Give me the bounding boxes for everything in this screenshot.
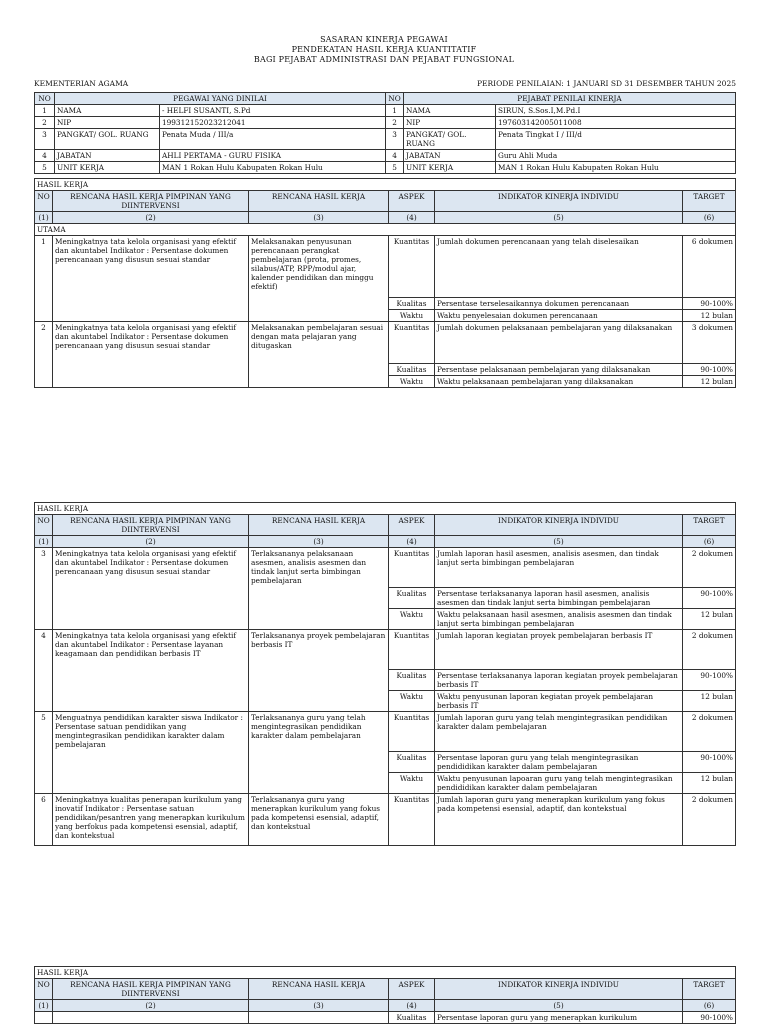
col-aspek: ASPEK (389, 191, 435, 212)
rhk-cell: Terlaksananya guru yang telah mengintegrasikan pendidikan karakter dalam pembelajaran (249, 712, 389, 794)
col-target: TARGET (683, 191, 736, 212)
rhk-pimpinan-cell: Meningkatnya tata kelola organisasi yang efektif dan akuntabel Indikator : Persentase layanan keagamaan dan pendidikan berbasis IT (53, 630, 249, 712)
doc-subtitle: PENDEKATAN HASIL KERJA KUANTITATIF (291, 45, 477, 54)
indikator-cell: Persentase terlaksananya laporan hasil asesmen, analisis asesmen dan tindak lanjut serta bimbingan pembelajaran (435, 588, 683, 609)
target-cell: 90-100% (683, 364, 736, 376)
aspek-cell: Kualitas (389, 588, 435, 609)
indikator-cell: Persentase pelaksanaan pembelajaran yang dilaksanakan (435, 364, 683, 376)
indikator-cell: Waktu pelaksanaan pembelajaran yang dilaksanakan (435, 376, 683, 388)
period-label: PERIODE PENILAIAN: 1 JANUARI SD 31 DESEMBER TAHUN 2025 (477, 79, 736, 88)
target-cell: 12 bulan (683, 609, 736, 630)
aspek-cell: Kualitas (389, 1012, 435, 1024)
col-indikator: INDIKATOR KINERJA INDIVIDU (435, 191, 683, 212)
info-cell: JABATAN (404, 150, 496, 162)
info-cell: 4 (386, 150, 404, 162)
info-cell: NIP (55, 117, 160, 129)
info-table (34, 92, 736, 174)
aspek-cell: Kualitas (389, 298, 435, 310)
indikator-cell: Persentase terselesaikannya dokumen perencanaan (435, 298, 683, 310)
rhk-pimpinan-cell (53, 1012, 249, 1024)
indikator-cell: Jumlah laporan guru yang menerapkan kurikulum yang fokus pada kompetensi esensial, adaptif, dan kontekstual (435, 794, 683, 846)
target-cell: 90-100% (683, 298, 736, 310)
doc-title: SASARAN KINERJA PEGAWAI (320, 35, 448, 44)
indikator-cell: Persentase laporan guru yang menerapkan kurikulum (435, 1012, 683, 1024)
info-cell: Guru Ahli Muda (496, 150, 736, 162)
aspek-cell: Kuantitas (389, 322, 435, 364)
rhk-pimpinan-cell: Meningkatnya tata kelola organisasi yang efektif dan akuntabel Indikator : Persentase dokumen perencanaan yang disusun sesuai standar (53, 548, 249, 630)
col-num: (3) (249, 212, 389, 224)
col-rhk: RENCANA HASIL KERJA (249, 979, 389, 1000)
info-cell: UNIT KERJA (55, 162, 160, 174)
info-cell: 4 (35, 150, 55, 162)
col-target: TARGET (683, 515, 736, 536)
info-row (35, 129, 736, 150)
col-num: (6) (683, 536, 736, 548)
col-rhk: RENCANA HASIL KERJA (249, 191, 389, 212)
row-no: 2 (35, 322, 53, 388)
info-cell: Penata Muda / III/a (160, 129, 386, 150)
info-cell: 5 (35, 162, 55, 174)
aspek-cell: Waktu (389, 376, 435, 388)
table-row (35, 630, 736, 670)
col-rhk-pimpinan: RENCANA HASIL KERJA PIMPINAN YANG DIINTERVENSI (53, 979, 249, 1000)
column-number-row (35, 212, 736, 224)
column-header-row (35, 191, 736, 212)
rhk-pimpinan-cell: Menguatnya pendidikan karakter siswa Indikator : Persentase satuan pendidikan yang mengintegrasikan pendidikan karakter dalam pembelajaran (53, 712, 249, 794)
info-cell: MAN 1 Rokan Hulu Kabupaten Rokan Hulu (160, 162, 386, 174)
rhk-pimpinan-cell: Meningkatnya tata kelola organisasi yang efektif dan akuntabel Indikator : Persentase dokumen perencanaan yang disusun sesuai standar (53, 236, 249, 322)
aspek-cell: Waktu (389, 310, 435, 322)
target-cell: 2 dokumen (683, 794, 736, 846)
doc-subtitle-2: BAGI PEJABAT ADMINISTRASI DAN PEJABAT FUNGSIONAL (253, 55, 515, 64)
hasil-kerja-table-3 (34, 966, 736, 1024)
col-indikator: INDIKATOR KINERJA INDIVIDU (435, 515, 683, 536)
indikator-cell: Waktu penyelesaian dokumen perencanaan (435, 310, 683, 322)
aspek-cell: Kuantitas (389, 630, 435, 670)
info-cell: PANGKAT/ GOL. RUANG (404, 129, 496, 150)
table-row (35, 1012, 736, 1024)
info-cell: - HELFI SUSANTI, S.Pd (160, 105, 386, 117)
rhk-cell: Terlaksananya pelaksanaan asesmen, analisis asesmen dan tindak lanjut serta bimbingan pembelajaran (249, 548, 389, 630)
col-num: (5) (435, 536, 683, 548)
indikator-cell: Jumlah laporan hasil asesmen, analisis asesmen, dan tindak lanjut serta bimbingan pembelajaran (435, 548, 683, 588)
rhk-pimpinan-cell: Meningkatnya kualitas penerapan kurikulum yang inovatif Indikator : Persentase satuan pendidikan/pesantren yang menerapkan kurikulum yang berfokus pada kompetensi esensial, adaptif, dan kontekstual (53, 794, 249, 846)
info-cell: 1 (386, 105, 404, 117)
col-num: (1) (35, 1000, 53, 1012)
target-cell: 12 bulan (683, 773, 736, 794)
col-num: (4) (389, 212, 435, 224)
hasil-kerja-table-2 (34, 502, 736, 846)
target-cell: 12 bulan (683, 691, 736, 712)
table-row (35, 322, 736, 364)
indikator-cell: Persentase terlaksananya laporan kegiatan proyek pembelajaran berbasis IT (435, 670, 683, 691)
utama-label: UTAMA (35, 224, 736, 236)
indikator-cell: Jumlah laporan kegiatan proyek pembelajaran berbasis IT (435, 630, 683, 670)
col-num: (6) (683, 1000, 736, 1012)
info-cell: UNIT KERJA (404, 162, 496, 174)
col-num: (1) (35, 536, 53, 548)
column-number-row (35, 1000, 736, 1012)
col-num: (4) (389, 1000, 435, 1012)
col-num: (6) (683, 212, 736, 224)
target-cell: 90-100% (683, 1012, 736, 1024)
col-num: (5) (435, 212, 683, 224)
target-cell: 12 bulan (683, 310, 736, 322)
column-header-row (35, 979, 736, 1000)
col-num: (3) (249, 536, 389, 548)
hasil-kerja-table-1 (34, 178, 736, 388)
col-num: (2) (53, 536, 249, 548)
col-rhk-pimpinan: RENCANA HASIL KERJA PIMPINAN YANG DIINTERVENSI (53, 191, 249, 212)
aspek-cell: Kuantitas (389, 712, 435, 752)
row-no: 1 (35, 236, 53, 322)
rhk-cell: Melaksanakan penyusunan perencanaan perangkat pembelajaran (prota, promes, silabus/ATP, RPP/modul ajar, kalender pendidikan dan minggu efektif) (249, 236, 389, 322)
col-rhk: RENCANA HASIL KERJA (249, 515, 389, 536)
info-cell: 1 (35, 105, 55, 117)
rhk-cell (249, 1012, 389, 1024)
info-cell: 5 (386, 162, 404, 174)
col-no: NO (35, 979, 53, 1000)
col-num: (2) (53, 1000, 249, 1012)
col-no: NO (35, 515, 53, 536)
column-header-row (35, 515, 736, 536)
table-row (35, 794, 736, 846)
indikator-cell: Jumlah dokumen pelaksanaan pembelajaran yang dilaksanakan (435, 322, 683, 364)
row-no: 6 (35, 794, 53, 846)
table-row (35, 548, 736, 588)
aspek-cell: Kualitas (389, 752, 435, 773)
target-cell: 2 dokumen (683, 548, 736, 588)
col-num: (1) (35, 212, 53, 224)
indikator-cell: Jumlah dokumen perencanaan yang telah diselesaikan (435, 236, 683, 298)
info-cell: SIRUN, S.Sos.I,M.Pd.I (496, 105, 736, 117)
info-cell: MAN 1 Rokan Hulu Kabupaten Rokan Hulu (496, 162, 736, 174)
indikator-cell: Persentase laporan guru yang telah mengintegrasikan pendididikan karakter dalam pembelajaran (435, 752, 683, 773)
section-title: HASIL KERJA (35, 179, 736, 191)
target-cell: 6 dokumen (683, 236, 736, 298)
info-cell: 197603142005011008 (496, 117, 736, 129)
col-indikator: INDIKATOR KINERJA INDIVIDU (435, 979, 683, 1000)
target-cell: 12 bulan (683, 376, 736, 388)
table-row (35, 712, 736, 752)
info-cell: JABATAN (55, 150, 160, 162)
info-cell: NIP (404, 117, 496, 129)
indikator-cell: Waktu penyusunan lapoaran guru yang telah mengintegrasikan pendididikan karakter dalam pembelajaran (435, 773, 683, 794)
row-no: 5 (35, 712, 53, 794)
info-no-header: NO (386, 93, 404, 105)
col-aspek: ASPEK (389, 515, 435, 536)
aspek-cell: Kuantitas (389, 548, 435, 588)
target-cell: 90-100% (683, 670, 736, 691)
info-cell: 3 (35, 129, 55, 150)
aspek-cell: Kualitas (389, 364, 435, 376)
rhk-cell: Melaksanakan pembelajaran sesuai dengan mata pelajaran yang ditugaskan (249, 322, 389, 388)
rhk-cell: Terlaksananya proyek pembelajaran berbasis IT (249, 630, 389, 712)
penilai-header: PEJABAT PENILAI KINERJA (404, 93, 736, 105)
col-no: NO (35, 191, 53, 212)
col-num: (2) (53, 212, 249, 224)
target-cell: 2 dokumen (683, 630, 736, 670)
indikator-cell: Waktu penyusunan laporan kegiatan proyek pembelajaran berbasis IT (435, 691, 683, 712)
info-cell: Penata Tingkat I / III/d (496, 129, 736, 150)
row-no (35, 1012, 53, 1024)
col-rhk-pimpinan: RENCANA HASIL KERJA PIMPINAN YANG DIINTERVENSI (53, 515, 249, 536)
col-aspek: ASPEK (389, 979, 435, 1000)
info-cell: PANGKAT/ GOL. RUANG (55, 129, 160, 150)
col-num: (4) (389, 536, 435, 548)
info-row (35, 105, 736, 117)
row-no: 4 (35, 630, 53, 712)
target-cell: 3 dokumen (683, 322, 736, 364)
aspek-cell: Kualitas (389, 670, 435, 691)
indikator-cell: Jumlah laporan guru yang telah mengintegrasikan pendidikan karakter dalam pembelajaran (435, 712, 683, 752)
aspek-cell: Kuantitas (389, 794, 435, 846)
column-number-row (35, 536, 736, 548)
aspek-cell: Kuantitas (389, 236, 435, 298)
info-cell: 2 (386, 117, 404, 129)
rhk-pimpinan-cell: Meningkatnya tata kelola organisasi yang efektif dan akuntabel Indikator : Persentase dokumen perencanaan yang disusun sesuai standar (53, 322, 249, 388)
info-cell: AHLI PERTAMA - GURU FISIKA (160, 150, 386, 162)
info-cell: NAMA (404, 105, 496, 117)
target-cell: 2 dokumen (683, 712, 736, 752)
info-cell: 199312152023212041 (160, 117, 386, 129)
section-title: HASIL KERJA (35, 967, 736, 979)
indikator-cell: Waktu pelaksanaan hasil asesmen, analisis asesmen dan tindak lanjut serta bimbingan pembelajaran (435, 609, 683, 630)
col-num: (3) (249, 1000, 389, 1012)
table-row (35, 236, 736, 298)
target-cell: 90-100% (683, 588, 736, 609)
info-row (35, 117, 736, 129)
aspek-cell: Waktu (389, 773, 435, 794)
info-cell: NAMA (55, 105, 160, 117)
ministry-label: KEMENTERIAN AGAMA (34, 79, 129, 88)
aspek-cell: Waktu (389, 691, 435, 712)
target-cell: 90-100% (683, 752, 736, 773)
section-title: HASIL KERJA (35, 503, 736, 515)
info-header-row (35, 93, 736, 105)
row-no: 3 (35, 548, 53, 630)
info-row (35, 150, 736, 162)
info-row (35, 162, 736, 174)
col-target: TARGET (683, 979, 736, 1000)
col-num: (5) (435, 1000, 683, 1012)
info-no-header: NO (35, 93, 55, 105)
info-cell: 2 (35, 117, 55, 129)
pegawai-header: PEGAWAI YANG DINILAI (55, 93, 386, 105)
aspek-cell: Waktu (389, 609, 435, 630)
info-cell: 3 (386, 129, 404, 150)
rhk-cell: Terlaksananya guru yang menerapkan kurikulum yang fokus pada kompetensi esensial, adaptif, dan kontekstual (249, 794, 389, 846)
